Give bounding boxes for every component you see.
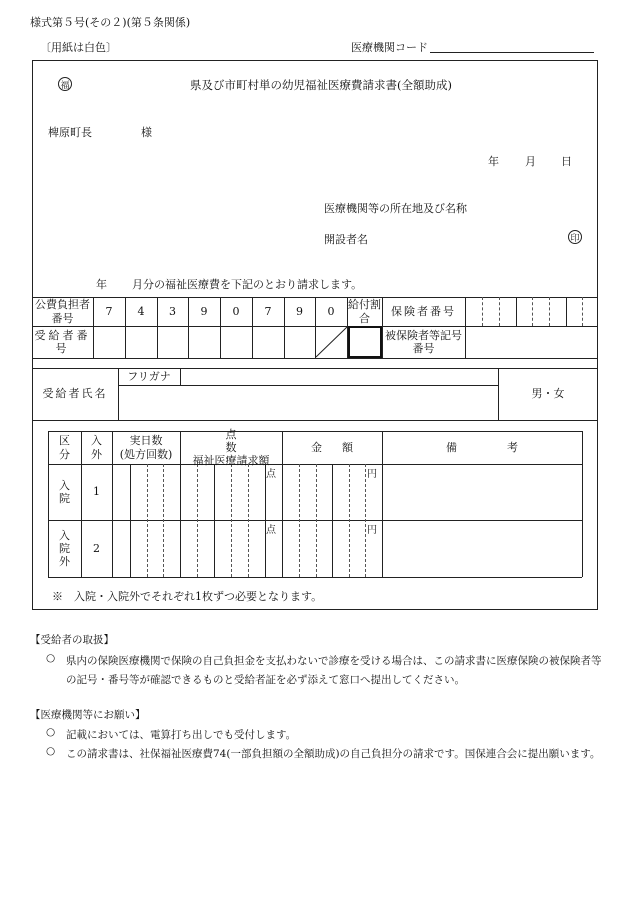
payer-number-label: 公費負担者番号 [35, 298, 90, 325]
payer-digit: 0 [327, 304, 335, 318]
row-inout: 1 [93, 485, 100, 499]
row-inout: 2 [93, 541, 100, 555]
payer-digit: 0 [232, 304, 240, 318]
form-title: 県及び市町村単の幼児福祉医療費請求書(全額助成) [190, 78, 452, 92]
recipient-note-item: 県内の保険医療機関で保険の自己負担金を支払わないで診療を受ける場合は、この請求書に医療保険の被保険者等の記号・番号等が確認できるものと受給者証を必ず添えて窓口へ提出してください。 [66, 655, 602, 686]
institution-code-label: 医療機関コード [351, 41, 428, 54]
claim-footnote: ※ 入院・入院外でそれぞれ1枚ずつ必要となります。 [52, 590, 323, 603]
row-category: 入院 [59, 478, 70, 505]
bullet: ○ [46, 745, 56, 757]
founder-label: 開設者名 [324, 233, 368, 246]
payer-digit: 9 [200, 304, 208, 318]
header-inout: 入外 [91, 434, 102, 461]
payer-digit: 3 [169, 304, 176, 318]
payer-digit: 7 [264, 304, 272, 318]
payer-digit: 9 [296, 304, 303, 318]
institution-notes-title: 【医療機関等にお願い】 [30, 709, 146, 721]
slash-mark [315, 326, 348, 358]
date-month: 月 [525, 155, 536, 168]
bullet: ○ [46, 652, 56, 664]
sama: 様 [141, 126, 152, 139]
benefit-ratio-label: 給付割合 [348, 298, 381, 325]
insured-symbol-label: 被保険者等記号番号 [385, 328, 462, 355]
institution-note-item: この請求書は、社保福祉医療費74(一部負担額の全額助成)の自己負担分の請求です。国保連合会に提出願います。 [66, 748, 601, 760]
points-unit: 点 [266, 525, 276, 536]
header-days-main: 実日数 [129, 434, 163, 448]
request-year: 年 [96, 278, 107, 291]
benefit-ratio-box[interactable] [348, 326, 382, 358]
header-amount: 金額 [311, 440, 373, 454]
header-category: 区分 [59, 434, 70, 461]
header-points-main: 点数 [225, 427, 265, 454]
furigana-label: フリガナ [127, 369, 171, 383]
date-year: 年 [488, 155, 499, 168]
header-points [180, 427, 282, 468]
form-number: 様式第５号(その２)(第５条関係) [30, 16, 191, 29]
addressee: 椑原町長 [48, 126, 92, 139]
header-points-sub: 福祉医療請求額 [192, 454, 270, 468]
payer-digit: 4 [137, 304, 145, 318]
header-remarks: 備考 [446, 440, 568, 454]
fuku-mark: 福 [58, 77, 72, 91]
institution-code-field[interactable] [430, 52, 594, 53]
amount-unit: 円 [367, 469, 377, 480]
insurer-number-label: 保険者番号 [391, 304, 456, 318]
sex-selector[interactable]: 男・女 [531, 387, 565, 401]
payer-digit: 7 [105, 304, 113, 318]
seal-mark: 印 [568, 230, 582, 244]
header-days [112, 431, 180, 464]
amount-unit: 円 [367, 525, 377, 536]
request-sentence: 月分の福祉医療費を下記のとおり請求します。 [132, 278, 363, 291]
bullet: ○ [46, 726, 56, 738]
institution-address-label: 医療機関等の所在地及び名称 [324, 202, 467, 215]
points-unit: 点 [266, 469, 276, 480]
header-days-sub: (処方回数) [119, 447, 173, 461]
date-day: 日 [561, 155, 572, 168]
recipient-name-label: 受給者氏名 [42, 387, 108, 401]
recipient-notes-title: 【受給者の取扱】 [30, 634, 114, 646]
row-category: 入院外 [59, 528, 70, 569]
recipient-number-label: 受給者番号 [34, 328, 91, 355]
paper-note: 〔用紙は白色〕 [40, 41, 117, 54]
institution-note-item: 記載においては、電算打ち出しでも受付します。 [66, 729, 297, 741]
